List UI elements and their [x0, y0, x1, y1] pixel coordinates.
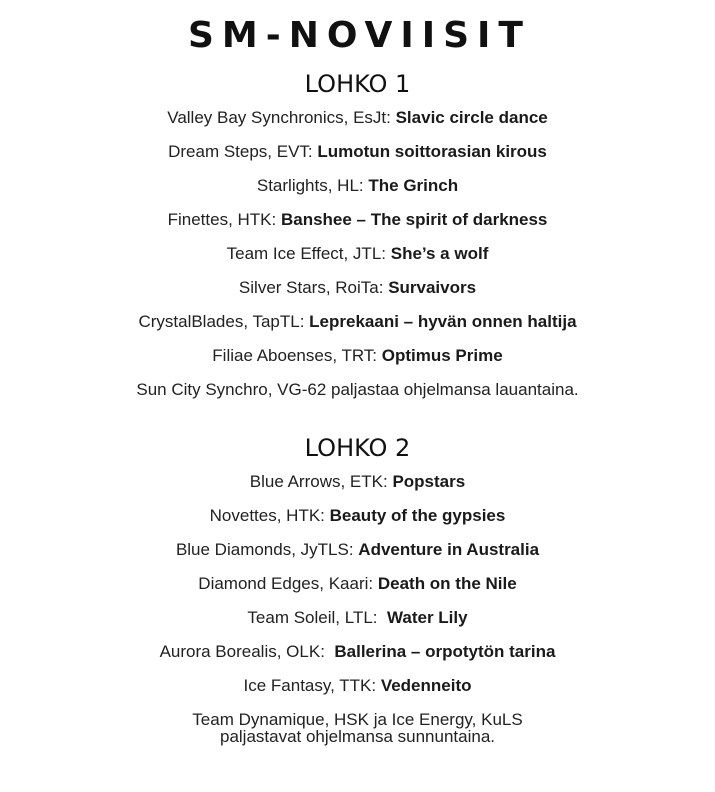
entry-lohko-1-7 [0, 311, 715, 333]
team-name: Diamond Edges, Kaari: [198, 574, 378, 593]
entry-lohko-2-7 [0, 675, 715, 697]
page-title: SM-NOVIISIT [188, 15, 531, 56]
entry-lohko-1-5 [0, 243, 715, 265]
team-name: Starlights, HL: [256, 176, 369, 195]
entry-lohko-2-5 [0, 607, 715, 629]
entry-lohko-2-1 [0, 471, 715, 493]
section-note-line-1: Team Dynamique, HSK ja Ice Energy, KuLS [192, 710, 523, 729]
team-name: Finettes, HTK: [167, 210, 281, 229]
team-name: Team Ice Effect, JTL: [226, 244, 391, 263]
program-name: She’s a wolf [390, 244, 489, 263]
team-name: CrystalBlades, TapTL: [138, 312, 310, 331]
team-name: Novettes, HTK: [209, 506, 330, 525]
program-name: Banshee – The spirit of darkness [280, 210, 548, 229]
entry-lohko-1-8 [0, 345, 715, 367]
program-name: Ballerina – orpotytön tarina [334, 642, 556, 661]
program-name: Optimus Prime [381, 346, 503, 365]
entry-lohko-1-1 [0, 107, 715, 129]
program-name: Adventure in Australia [358, 540, 540, 559]
program-name: Slavic circle dance [395, 108, 548, 127]
entry-lohko-2-2 [0, 505, 715, 527]
program-name: Death on the Nile [377, 574, 517, 593]
team-name: Dream Steps, EVT: [168, 142, 318, 161]
team-name: Valley Bay Synchronics, EsJt: [167, 108, 396, 127]
team-name: Silver Stars, RoiTa: [238, 278, 389, 297]
entry-lohko-2-3 [0, 539, 715, 561]
team-name: Ice Fantasy, TTK: [243, 676, 381, 695]
program-name: Water Lily [386, 608, 468, 627]
section-heading-lohko-1: LOHKO 1 [304, 70, 411, 98]
team-name: Filiae Aboenses, TRT: [212, 346, 382, 365]
team-name: Aurora Borealis, OLK: [159, 642, 335, 661]
section-note-line-2: paljastavat ohjelmansa sunnuntaina. [219, 727, 496, 746]
program-name: Beauty of the gypsies [329, 506, 506, 525]
section-heading-lohko-2: LOHKO 2 [304, 434, 411, 462]
program-name: Survaivors [388, 278, 477, 297]
entry-lohko-1-2 [0, 141, 715, 163]
program-name: Vedenneito [380, 676, 472, 695]
program-name: Leprekaani – hyvän onnen haltija [309, 312, 577, 331]
section-note-lohko-1: Sun City Synchro, VG-62 paljastaa ohjelmansa lauantaina. [136, 380, 579, 399]
team-name: Blue Diamonds, JyTLS: [175, 540, 359, 559]
entry-lohko-1-4 [0, 209, 715, 231]
team-name: Blue Arrows, ETK: [249, 472, 393, 491]
program-name: The Grinch [368, 176, 459, 195]
entry-lohko-2-6 [0, 641, 715, 663]
program-name: Lumotun soittorasian kirous [317, 142, 547, 161]
entry-lohko-1-6 [0, 277, 715, 299]
section-note-lohko-2 [0, 711, 715, 745]
team-name: Team Soleil, LTL: [247, 608, 387, 627]
entry-lohko-1-3 [0, 175, 715, 197]
entry-lohko-2-4 [0, 573, 715, 595]
program-name: Popstars [392, 472, 466, 491]
